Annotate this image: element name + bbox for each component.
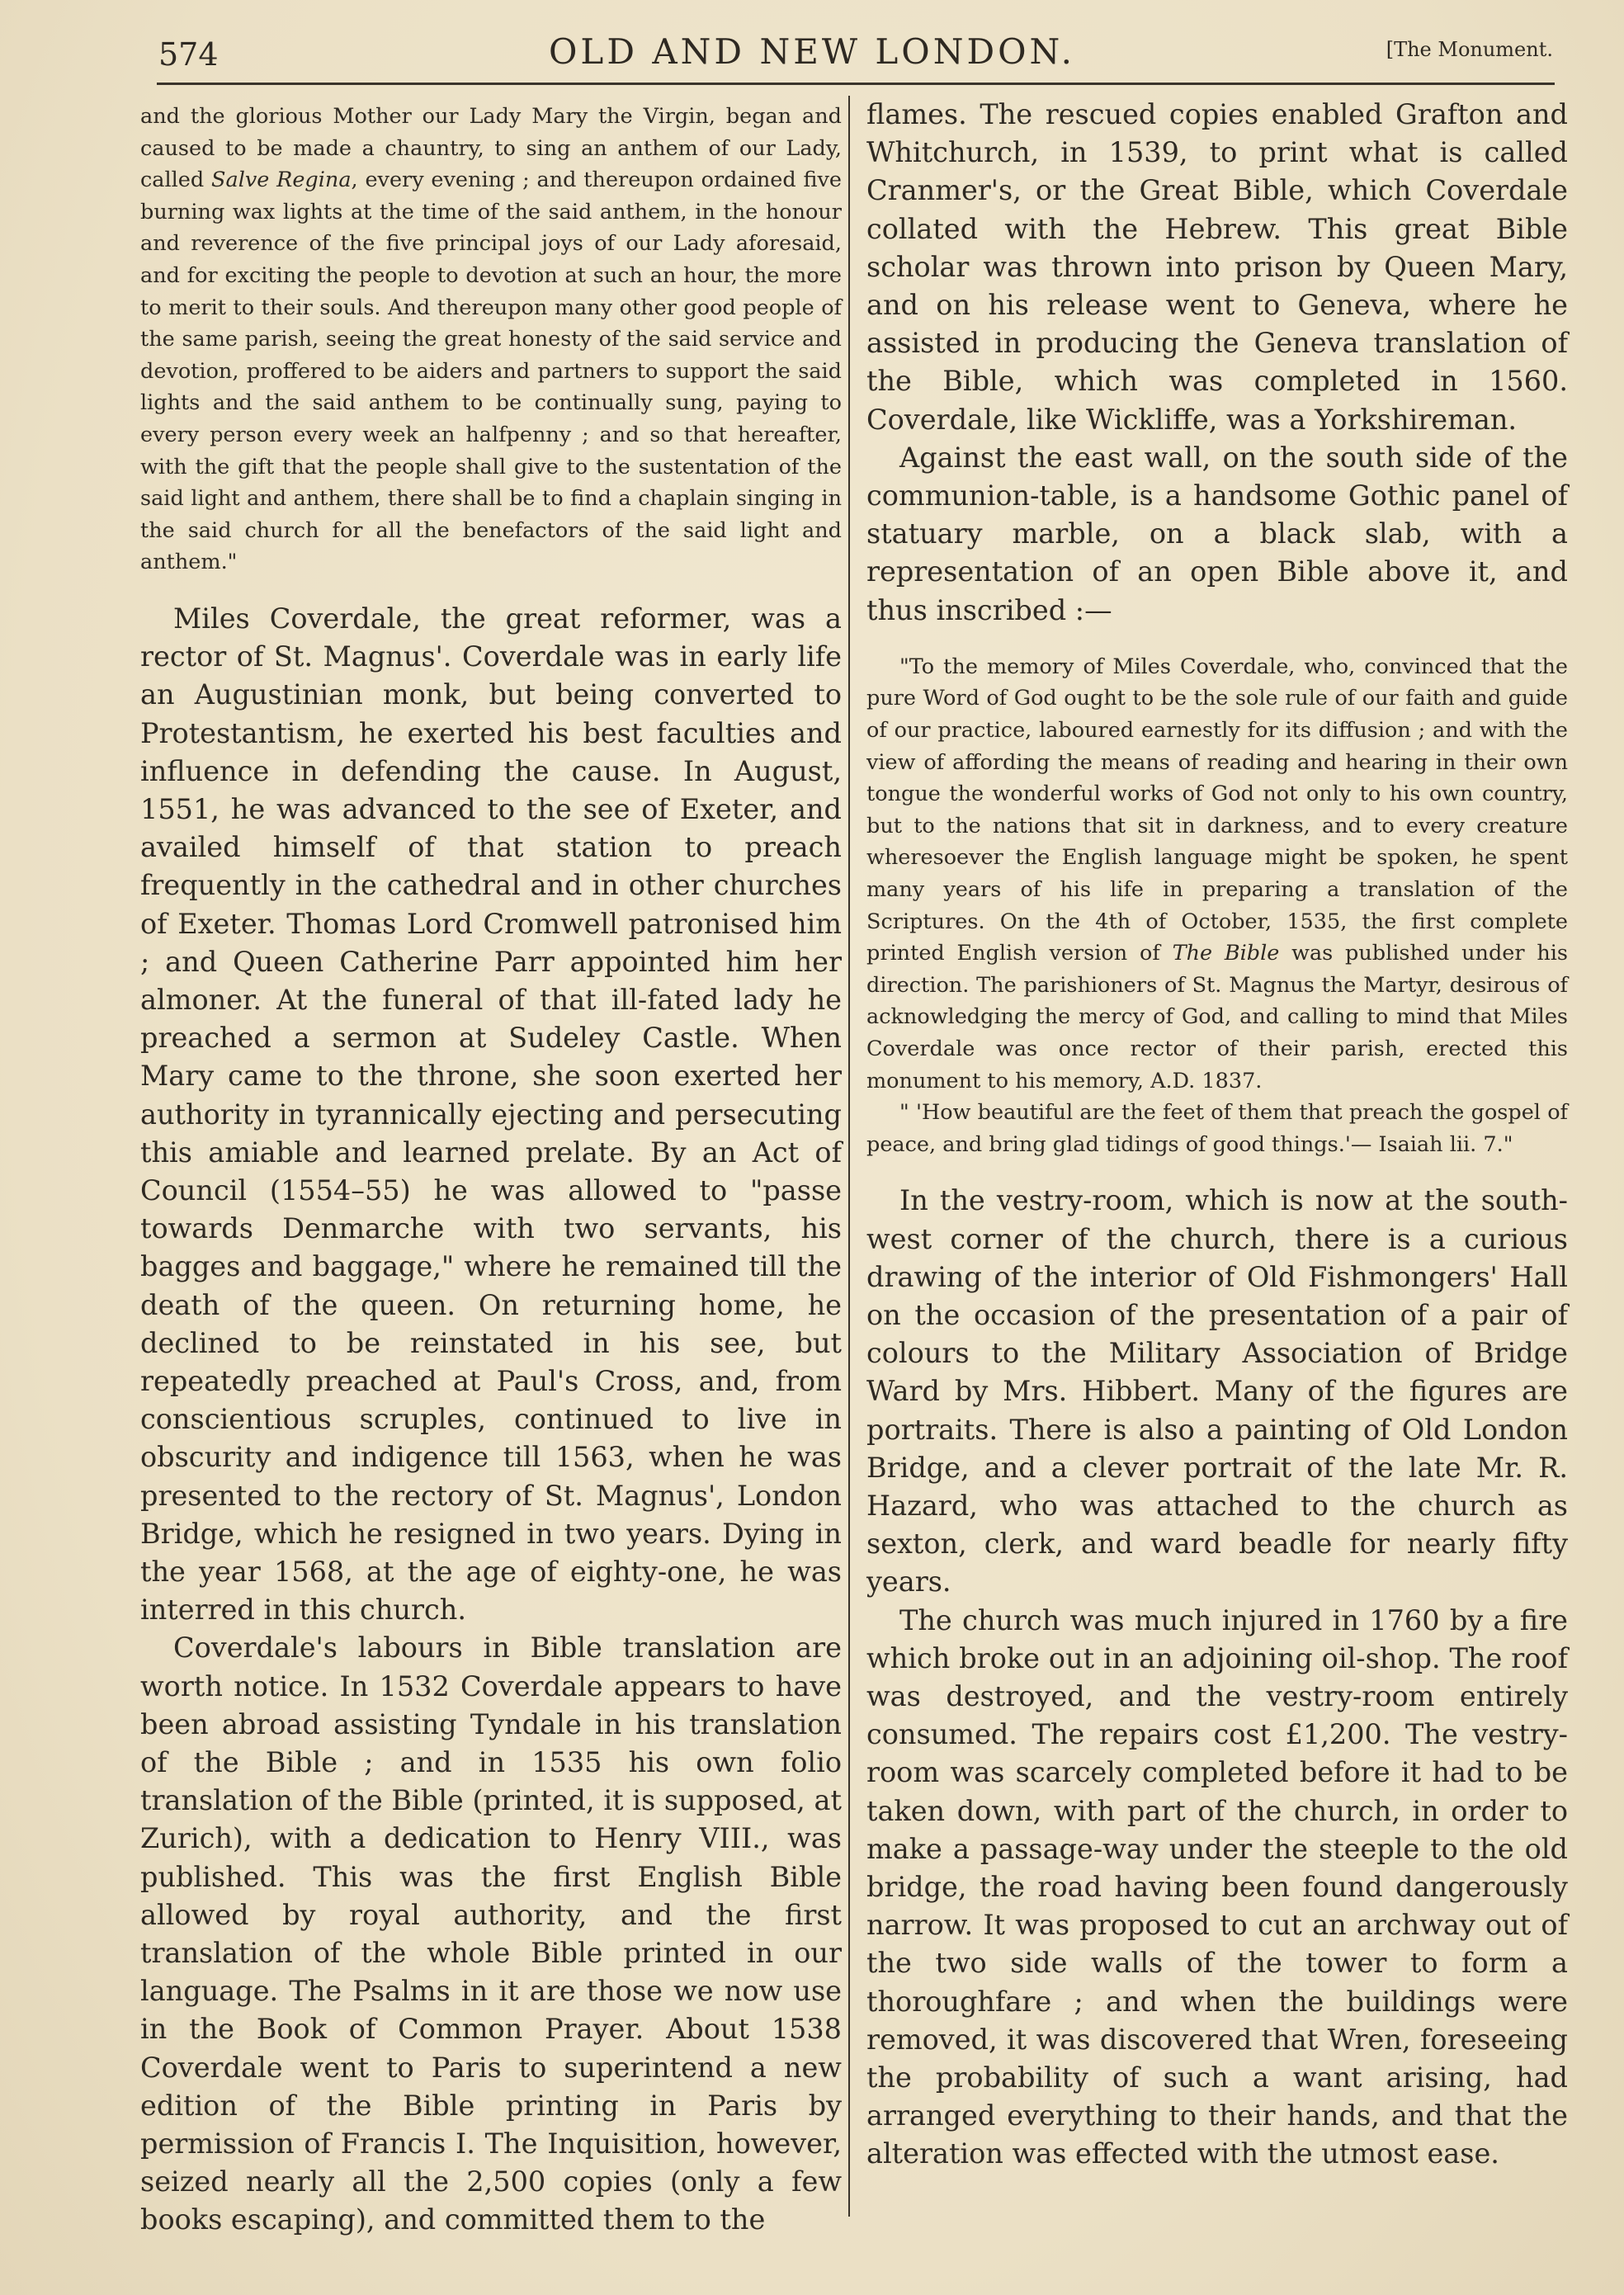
- left-column: [140, 101, 842, 2240]
- running-header: [0, 26, 1624, 84]
- paragraph-great-bible: flames. The rescued copies enabled Grafton and Whitchurch, in 1539, to print what is called Cranmer's, or the Great Bible, which Coverdale collated with the Hebrew. This great Bible scholar was thrown into prison by Queen Mary, and on his release went to Geneva, where he assisted in producing the Geneva translation of the Bible, which was completed in 1560. Coverdale, like Wickliffe, was a Yorkshireman.: [866, 98, 1568, 436]
- header-rule: [157, 83, 1555, 85]
- paragraph-bible-translation: Coverdale's labours in Bible translation are worth notice. In 1532 Coverdale appears to have been abroad assisting Tyndale in his translation of the Bible ; and in 1535 his own folio translation of the Bible (printed, it is supposed, at Zurich), with a dedication to Henry VIII., was published. This was the first English Bible allowed by royal authority, and the first translation of the whole Bible printed in our language. The Psalms in it are those we now use in the Book of Common Prayer. About 1538 Coverdale went to Paris to superintend a new edition of the Bible printing in Paris by permission of Francis I. The Inquisition, however, seized nearly all the 2,500 copies (only a few books escaping), and committed them to the: [140, 1632, 842, 2236]
- quotation-chauntry: and the glorious Mother our Lady Mary the Virgin, began and caused to be made a chauntry, to sing an anthem of our Lady, called Salve Regina, every evening ; and thereupon ordained five burning wax lights at the time of the said anthem, in the honour and reverence of the five principal joys of our Lady aforesaid, and for exciting the people to devotion at such an hour, the more to merit to their souls. And thereupon many other good people of the same parish, seeing the great honesty of the said service and devotion, proffered to be aiders and partners to support the said lights and the said anthem to be continually sung, paying to every person every week an halfpenny ; and so that hereafter, with the gift that the people shall give to the sustentation of the said light and anthem, there shall be to find a chaplain singing in the said church for all the benefactors of the said light and anthem.": [140, 104, 842, 575]
- paragraph-vestry-room: In the vestry-room, which is now at the south-west corner of the church, there is a curious drawing of the interior of Old Fishmongers' Hall on the occasion of the presentation of a pair of colours to the Military Association of Bridge Ward by Mrs. Hibbert. Many of the figures are portraits. There is also a painting of Old London Bridge, and a clever portrait of the late Mr. R. Hazard, who was attached to the church as sexton, clerk, and ward beadle for nearly fifty years.: [866, 1184, 1568, 1598]
- the-bible-title: The Bible: [1172, 941, 1280, 966]
- column-divider: [848, 96, 850, 2217]
- paragraph-fire-1760: The church was much injured in 1760 by a fire which broke out in an adjoining oil-shop. The roof was destroyed, and the vestry-room entirely consumed. The repairs cost £1,200. The vestry-room was scarcely completed before it had to be taken down, with part of the church, in order to make a passage-way under the steeple to the old bridge, the road having been found dangerously narrow. It was proposed to cut an archway out of the two side walls of the tower to form a thoroughfare ; and when the buildings were removed, it was discovered that Wren, foreseeing the probability of such a want arising, had arranged everything to their hands, and that the alteration was effected with the utmost ease.: [866, 1603, 1568, 2170]
- paragraph-gothic-panel: Against the east wall, on the south side of the communion-table, is a handsome Gothic panel of statuary marble, on a black slab, with a representation of an open Bible above it, and thus inscribed :—: [866, 441, 1568, 626]
- book-title: OLD AND NEW LONDON.: [549, 31, 1075, 72]
- monument-inscription: "To the memory of Miles Coverdale, who, convinced that the pure Word of God ought to be the sole rule of our faith and guide of our practice, laboured earnestly for its diffusion ; and with the view of affording the means of reading and hearing in their own tongue the wonderful works of God not only to his own country, but to the nations that sit in darkness, and to every creature wheresoever the English language might be spoken, he spent many years of his life in preparing a translation of the Scriptures. On the 4th of October, 1535, the first complete printed English version of The Bible was published under his direction. The parishioners of St. Magnus the Martyr, desirous of acknowledging the mercy of God, and calling to mind that Miles Coverdale was once rector of their parish, erected this monument to his memory, A.D. 1837.: [866, 654, 1569, 1093]
- salve-regina-title: Salve Regina: [211, 168, 352, 193]
- section-title: [The Monument.: [1386, 38, 1553, 61]
- page-number: 574: [158, 36, 219, 73]
- paragraph-coverdale: Miles Coverdale, the great reformer, was a rector of St. Magnus'. Coverdale was in early life an Augustinian monk, but being converted to Protestantism, he exerted his best faculties and influence in defending the cause. In August, 1551, he was advanced to the see of Exeter, and availed himself of that station to preach frequently in the cathedral and in other churches of Exeter. Thomas Lord Cromwell patronised him ; and Queen Catherine Parr appointed him her almoner. At the funeral of that ill-fated lady he preached a sermon at Sudeley Castle. When Mary came to the throne, she soon exerted her authority in tyrannically ejecting and persecuting this amiable and learned prelate. By an Act of Council (1554–55) he was allowed to "passe towards Denmarche with two servants, his bagges and baggage," where he remained till the death of the queen. On returning home, he declined to be reinstated in his see, but repeatedly preached at Paul's Cross, and, from conscientious scruples, continued to live in obscurity and indigence till 1563, when he was presented to the rectory of St. Magnus', London Bridge, which he resigned in two years. Dying in the year 1568, at the age of eighty-one, he was interred in this church.: [140, 602, 842, 1627]
- inscription-verse: " 'How beautiful are the feet of them that preach the gospel of peace, and bring glad tidings of good things.'— Isaiah lii. 7.": [866, 1100, 1568, 1157]
- right-column: [866, 96, 1568, 2174]
